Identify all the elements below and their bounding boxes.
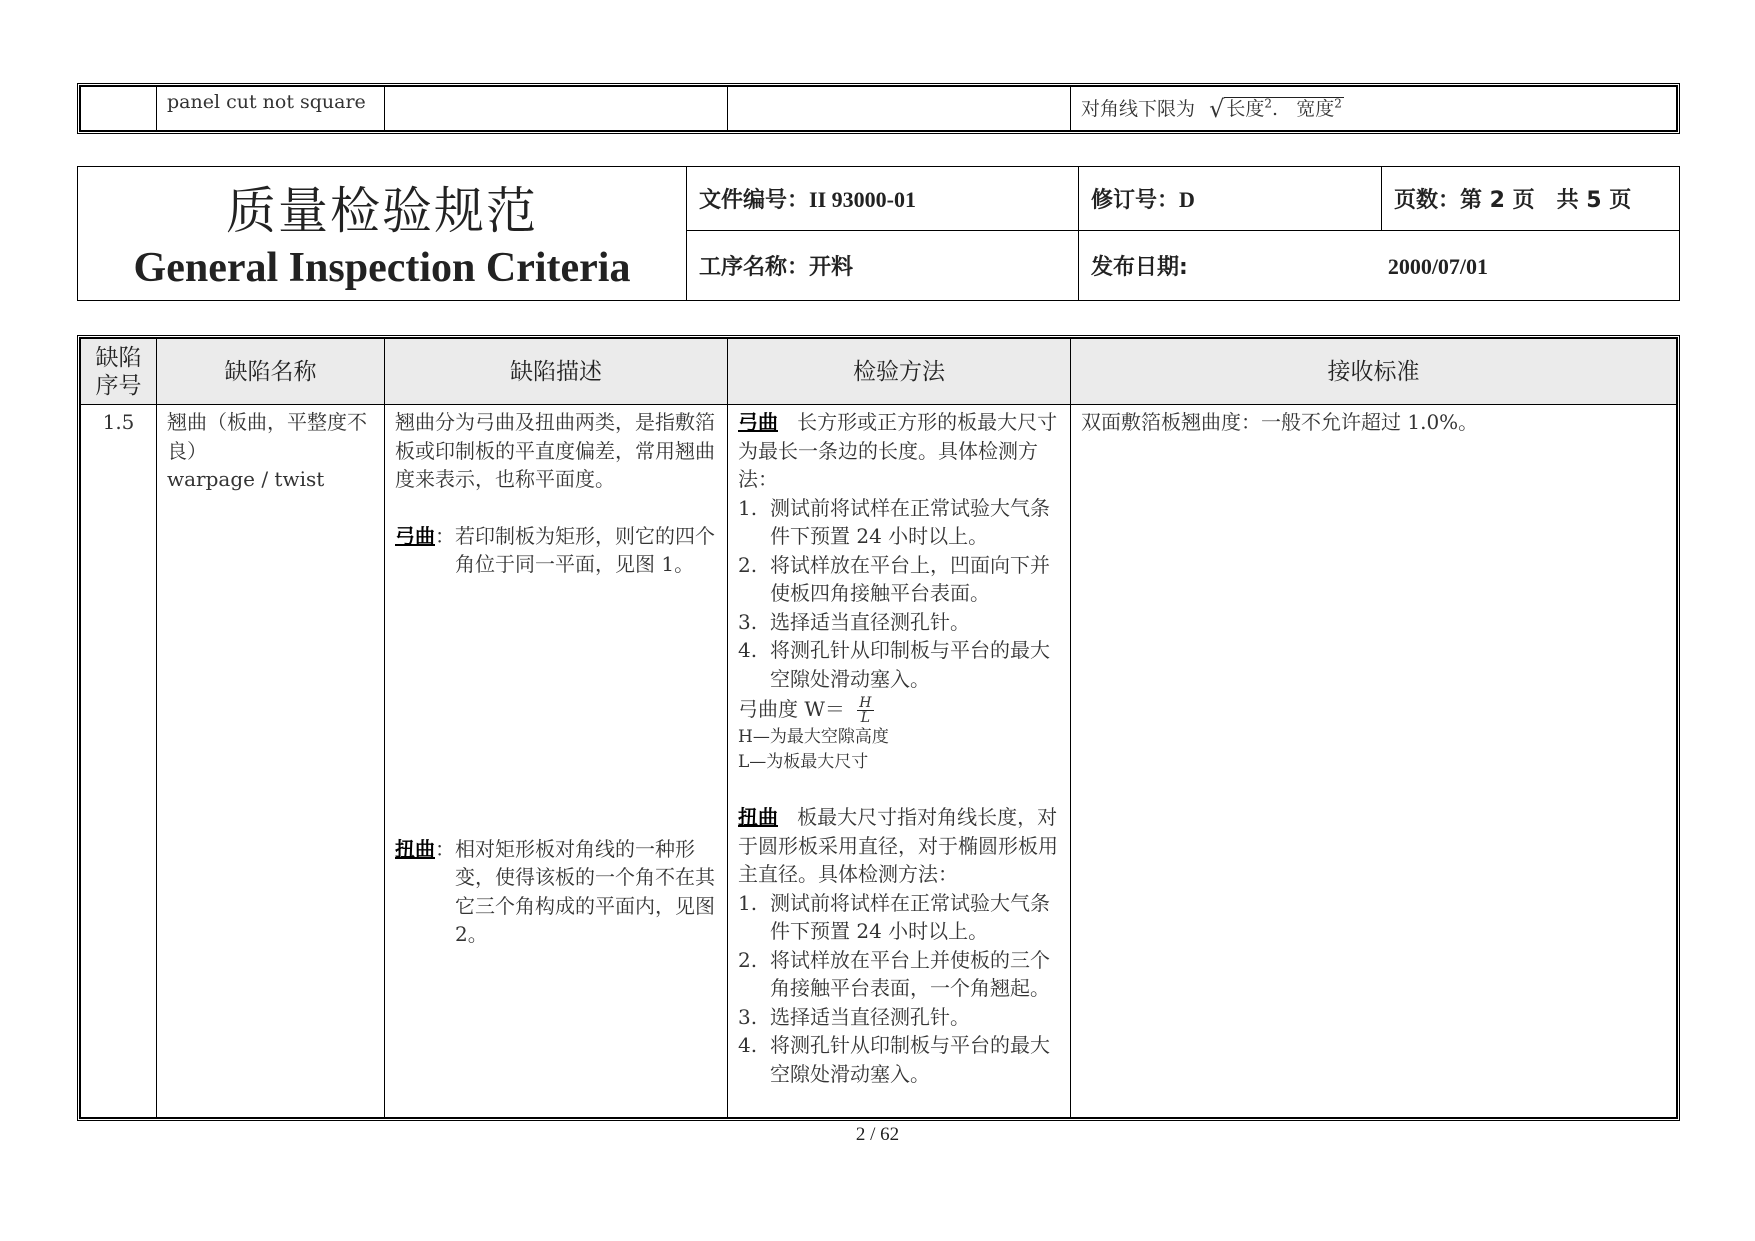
publish-date: 2000/07/01: [1387, 254, 1489, 279]
header-defect-no: 缺陷序号: [81, 339, 157, 405]
method-cell: [728, 87, 1071, 131]
doc-no: II 93000-01: [809, 187, 916, 212]
rev-label: 修订号：: [1091, 188, 1180, 213]
twist-term: 扭曲： 相对矩形板对角线的一种形变，使得该板的一个角不在其它三个角构成的平面内，见图 2。: [395, 835, 717, 949]
num-cell: [81, 87, 157, 131]
process-cell: [687, 231, 1079, 301]
formula-label: 弓曲度 W＝: [738, 697, 845, 721]
twist-desc: 相对矩形板对角线的一种形变，使得该板的一个角不在其它三个角构成的平面内，见图 2。: [455, 836, 715, 946]
header-acceptance: 接收标准: [1071, 339, 1677, 405]
method-bow-intro: 长方形或正方形的板最大尺寸为最长一条边的长度。具体检测方法：: [738, 410, 1058, 491]
sqrt-term-a: 长度: [1226, 98, 1265, 120]
diag-label: 对角线下限为: [1081, 98, 1196, 120]
bow-term: 弓曲： 若印制板为矩形，则它的四个角位于同一平面，见图 1。: [395, 522, 717, 579]
list-item: 1. 测试前将试样在正常试验大气条件下预置 24 小时以上。: [738, 890, 1050, 943]
rev-value: D: [1179, 187, 1195, 212]
table-row: [81, 405, 1677, 1118]
method-bow-label: 弓曲: [738, 410, 778, 434]
list-item: 3. 选择适当直径测孔针。: [738, 609, 970, 634]
header-method: 检验方法: [728, 339, 1071, 405]
publish-cell: [1079, 231, 1680, 301]
bow-desc: 若印制板为矩形，则它的四个角位于同一平面，见图 1。: [455, 523, 715, 576]
rev-cell: [1079, 167, 1382, 231]
bow-label: 弓曲: [395, 523, 435, 548]
desc-intro: 翘曲分为弓曲及扭曲两类，是指敷箔板或印制板的平直度偏差，常用翘曲度来表示，也称平面度。: [395, 410, 715, 491]
defect-name-cn: 翘曲（板曲，平整度不良）: [167, 410, 367, 463]
document-header: [77, 166, 1680, 301]
formula-num: H: [859, 695, 872, 711]
list-item: 2. 将试样放在平台上并使板的三个角接触平台表面，一个角翘起。: [738, 947, 1050, 1000]
title-cn: 质量检验规范: [226, 181, 538, 240]
sup-a: 2: [1264, 96, 1273, 111]
method-twist-intro-block: [738, 803, 1060, 889]
sup-b: 2: [1334, 96, 1342, 111]
list-item: 4. 将测孔针从印制板与平台的最大空隙处滑动塞入。: [738, 1033, 1050, 1086]
list-item: 4. 将测孔针从印制板与平台的最大空隙处滑动塞入。: [738, 638, 1050, 691]
list-item: 2. 将试样放在平台上，凹面向下并使板四角接触平台表面。: [738, 552, 1050, 605]
acceptance-cell: 双面敷箔板翘曲度：一般不允许超过 1.0%。: [1071, 405, 1677, 1118]
method-twist-steps: [738, 889, 1060, 1089]
doc-no-cell: [687, 167, 1079, 231]
defect-table: [77, 335, 1680, 1121]
doc-no-label: 文件编号：: [699, 188, 810, 213]
page-value: 第 2 页 共 5 页: [1460, 188, 1632, 213]
desc-cell: [385, 87, 728, 131]
publish-label: 发布日期:: [1091, 255, 1188, 280]
header-defect-name: 缺陷名称: [157, 339, 385, 405]
title-cell: [78, 167, 687, 301]
page-label: 页数：: [1394, 188, 1461, 213]
acceptance-cell: [1071, 87, 1677, 131]
sqrt-sep: .: [1272, 98, 1279, 120]
method-cell: [728, 405, 1071, 1118]
process-label: 工序名称：: [699, 255, 810, 280]
sqrt-formula: [1209, 94, 1344, 123]
method-twist-label: 扭曲: [738, 805, 778, 829]
method-twist-intro: 板最大尺寸指对角线长度，对于圆形板采用直径，对于椭圆形板用主直径。具体检测方法：: [738, 805, 1058, 886]
page-cell: [1382, 167, 1680, 231]
method-bow-steps: [738, 494, 1060, 694]
previous-row-fragment: [77, 83, 1680, 134]
defect-name-en: panel cut not square: [157, 87, 385, 131]
header-defect-desc: 缺陷描述: [385, 339, 728, 405]
process-value: 开料: [809, 255, 854, 280]
bow-formula: [738, 695, 1060, 725]
twist-label: 扭曲: [395, 836, 435, 861]
defect-name-en: warpage / twist: [167, 467, 325, 491]
formula-den: L: [860, 710, 871, 726]
formula-fraction: [857, 696, 873, 725]
defect-num: 1.5: [81, 405, 157, 1118]
title-en: General Inspection Criteria: [133, 244, 631, 291]
h-definition: H—为最大空隙高度: [738, 727, 889, 747]
method-bow-intro-block: [738, 408, 1060, 494]
page-number: 2 / 62: [855, 1124, 900, 1145]
defect-name-cell: [157, 405, 385, 1118]
l-definition: L—为板最大尺寸: [738, 752, 869, 772]
sqrt-term-b: 宽度: [1296, 98, 1335, 120]
defect-desc-cell: [385, 405, 728, 1118]
list-item: 1. 测试前将试样在正常试验大气条件下预置 24 小时以上。: [738, 495, 1050, 548]
sqrt-icon: √: [1209, 95, 1225, 123]
list-item: 3. 选择适当直径测孔针。: [738, 1004, 970, 1029]
